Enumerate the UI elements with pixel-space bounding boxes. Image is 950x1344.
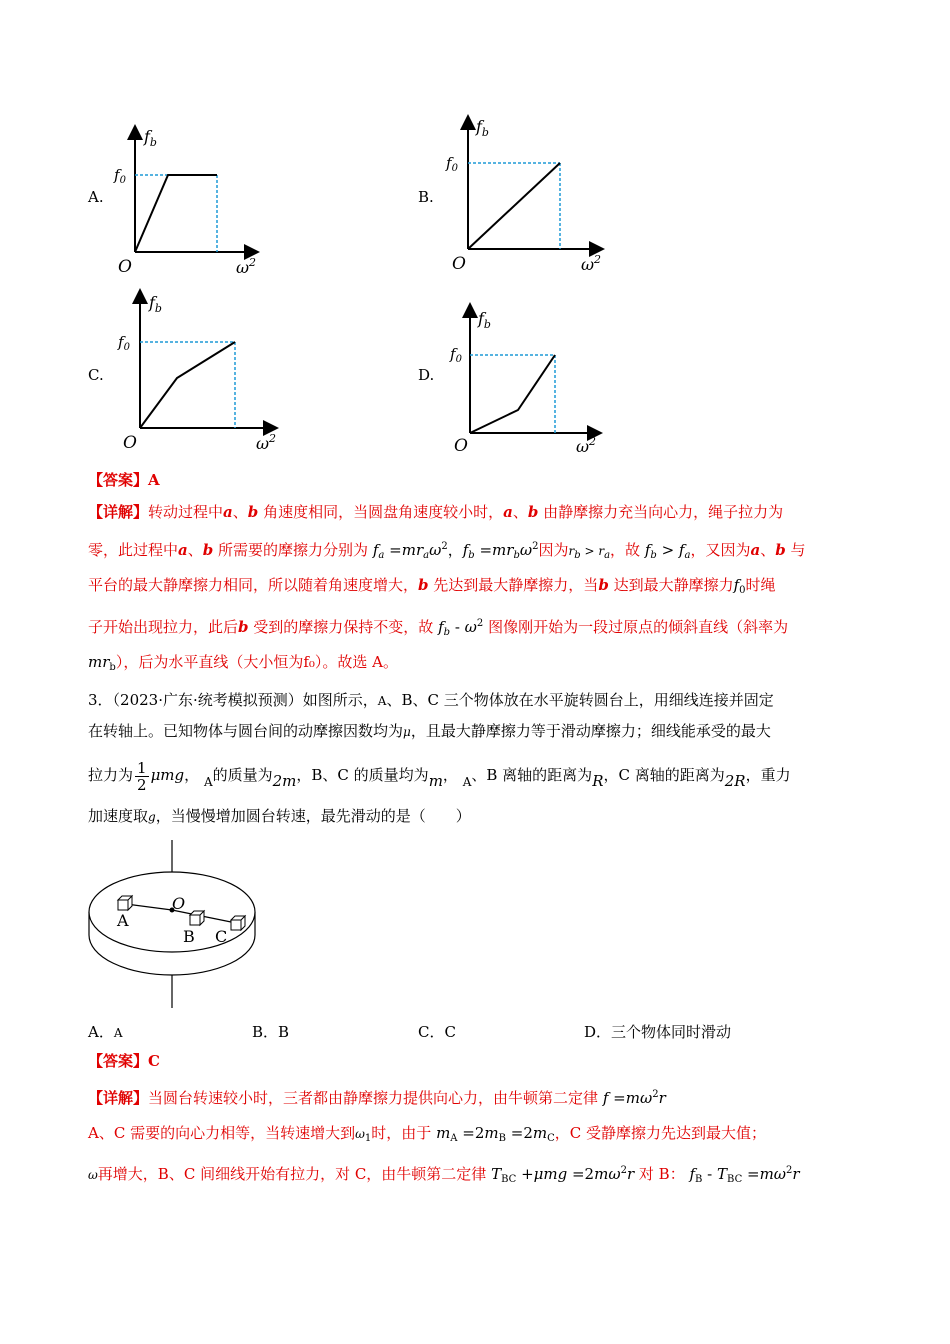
text: ，当慢慢增加圆台转速，最先滑动的是（ ） <box>155 807 471 825</box>
svg-text:fb <box>477 309 491 331</box>
svg-text:ω2 <box>256 432 276 453</box>
detail-tag: 【详解】 <box>88 1089 149 1107</box>
q3-detail-line-1: 【详解】当圆台转速较小时，三者都由静摩擦力提供向心力，由牛顿第二定律 $f =m\omega^2r$ <box>88 1089 666 1107</box>
block-a <box>118 896 132 910</box>
fb-curve <box>468 163 560 249</box>
option-label-b: B. <box>418 188 434 206</box>
text: ， <box>184 766 200 784</box>
origin-label: O <box>123 433 137 453</box>
text: 对 B： <box>638 1165 685 1183</box>
x-label-sup: 2 <box>249 256 257 269</box>
f0-label: f <box>450 345 456 363</box>
y-label-sub: b <box>154 302 162 315</box>
text: （2023·广东·统考模拟预测）如图所示， <box>112 691 378 709</box>
y-label: f <box>476 117 482 136</box>
svg-text:fb <box>475 117 489 139</box>
q3-stem-line-2: 在转轴上。已知物体与圆台间的动摩擦因数均为μ，且最大静摩擦力等于滑动摩擦力；细线能承受的最大 <box>88 722 771 740</box>
svg-text:f0 <box>117 333 131 353</box>
text: ，且最大静摩擦力等于滑动摩擦力；细线能承受的最大 <box>410 722 771 740</box>
option-label-d: D. <box>418 366 435 384</box>
text: ，C 受静摩擦力先达到最大值； <box>554 1124 767 1142</box>
block-b <box>190 911 204 925</box>
y-label: f <box>149 293 155 312</box>
label-o: O <box>172 894 186 913</box>
text: 、B、C 三个物体放在水平旋转圆台上，用细线连接并固定 <box>386 691 774 709</box>
x-label: ω <box>581 255 595 274</box>
q3-option-b[interactable]: B．B <box>252 1023 290 1041</box>
text: ，重力 <box>745 766 791 784</box>
label-a: A <box>117 911 129 930</box>
detail-tag: 【详解】 <box>88 503 149 521</box>
text: 因为 <box>538 541 569 559</box>
text: 与 <box>790 541 806 559</box>
text: 当圆台转速较小时，三者都由静摩擦力提供向心力，由牛顿第二定律 <box>148 1089 599 1107</box>
text: 角速度相同，当圆盘角速度较小时， <box>263 503 504 521</box>
x-label-sup: 2 <box>594 253 602 266</box>
graph-c <box>115 290 285 455</box>
q3-answer-line <box>88 1051 160 1071</box>
q3-detail-line-2: A、C 需要的向心力相等，当转速增大到$\omega_1$时，由于 $m_A =2m_B =2m_C$，C 受静摩擦力先达到最大值； <box>88 1124 767 1144</box>
text: A、C 需要的向心力相等，当转速增大到 <box>88 1124 356 1142</box>
fb-curve <box>140 342 235 428</box>
text: 转动过程中 <box>148 503 224 521</box>
turntable-figure <box>88 838 263 1010</box>
text: 时，由于 <box>371 1124 432 1142</box>
x-label-sup: 2 <box>269 432 277 445</box>
svg-text:ω2 <box>576 435 596 456</box>
text: 、B 离轴的距离为 <box>471 766 593 784</box>
label-c: C <box>215 927 228 946</box>
text: 的质量为 <box>212 766 273 784</box>
f0-label-sub: 0 <box>451 163 458 174</box>
question-number: 3． <box>88 691 113 709</box>
text: 图像刚开始为一段过原点的倾斜直线（斜率为 <box>488 618 789 636</box>
text: ，C 离轴的距离为 <box>603 766 725 784</box>
y-label-sub: b <box>149 136 157 149</box>
q2-detail-line-2: 零，此过程中a、b 所需要的摩擦力分别为 $f_a =mr_a\omega^2$，$f_b =mr_b\omega^2$因为$r_b > r_a$，故 $f_b > f_a$，又因为a、b 与 <box>88 541 806 561</box>
option-a-label: A． <box>88 1023 114 1041</box>
text: ，B、C 的质量均为 <box>296 766 429 784</box>
formula-fa: $f_a =mr_a\omega^2$，$f_b =mr_b\omega^2$ <box>372 541 539 561</box>
svg-text:ω2 <box>236 256 256 277</box>
q2-detail-line-1: 【详解】转动过程中a、b 角速度相同，当圆盘角速度较小时，a、b 由静摩擦力充当向心力，绳子拉力为 <box>88 503 784 521</box>
answer-tag: 【答案】 <box>88 471 149 489</box>
y-label: f <box>478 309 484 328</box>
text: 再增大，B、C 间细线开始有拉力，对 C，由牛顿第二定律 <box>97 1165 487 1183</box>
origin-label: O <box>452 254 466 274</box>
option-label-c: C. <box>88 366 104 384</box>
y-label-sub: b <box>483 318 491 331</box>
symbol-A: A <box>377 694 387 708</box>
svg-text:f0 <box>113 166 127 186</box>
option-a-value: A <box>113 1026 123 1040</box>
f0-label: f <box>114 166 120 184</box>
answer-value: C <box>148 1052 160 1070</box>
y-label: f <box>144 127 150 146</box>
text: 平台的最大静摩擦力相同，所以随着角速度增大， <box>88 576 419 594</box>
text: 所需要的摩擦力分别为 <box>218 541 369 559</box>
text: 受到的摩擦力保持不变，故 <box>253 618 434 636</box>
svg-text:fb <box>143 127 157 149</box>
option-label-a: A. <box>88 188 104 206</box>
label-b: B <box>183 927 195 946</box>
svg-text:fb <box>148 293 162 315</box>
fb-curve <box>470 355 555 433</box>
q2-answer-line <box>88 470 160 490</box>
f0-label: f <box>446 154 452 172</box>
text: 零，此过程中 <box>88 541 179 559</box>
q3-option-d[interactable]: D．三个物体同时滑动 <box>584 1023 732 1041</box>
text: ， <box>442 766 458 784</box>
y-label-sub: b <box>481 126 489 139</box>
fb-curve <box>135 175 217 252</box>
answer-value: A <box>148 471 160 489</box>
text: 由静摩擦力充当向心力，绳子拉力为 <box>543 503 784 521</box>
q3-option-a[interactable] <box>88 1021 123 1042</box>
q3-stem-line-4: 加速度取g，当慢慢增加圆台转速，最先滑动的是（ ） <box>88 807 471 825</box>
text: ，又因为 <box>690 541 751 559</box>
x-label: ω <box>236 258 250 277</box>
text: 加速度取 <box>88 807 149 825</box>
text: ，故 <box>610 541 641 559</box>
q3-detail-line-3: ω再增大，B、C 间细线开始有拉力，对 C，由牛顿第二定律 $T_{BC} +\mu mg =2m\omega^2r$ 对 B： $f_B - T_{BC} =m\omega^2r$ <box>88 1165 800 1185</box>
text: 在转轴上。已知物体与圆台间的动摩擦因数均为 <box>88 722 404 740</box>
x-label: ω <box>576 437 590 456</box>
text: 拉力为 <box>88 766 134 784</box>
text: ），后为水平直线（大小恒为f₀）。故选 A。 <box>115 653 398 671</box>
text: 时绳 <box>745 576 776 594</box>
block-c <box>231 916 245 930</box>
f0-label-sub: 0 <box>455 354 462 365</box>
svg-text:f0 <box>445 154 459 174</box>
svg-text:f0 <box>449 345 463 365</box>
f0-label-sub: 0 <box>119 175 126 186</box>
graph-b <box>443 112 613 277</box>
q3-stem-line-3: 拉力为 $\frac{1}{2}$ μmg， $_A$的质量为2m，B、C 的质量均为m， $_A$、B 离轴的距离为R，C 离轴的距离为2R，重力 <box>88 758 791 794</box>
text: 达到最大静摩擦力 <box>613 576 734 594</box>
q2-detail-line-5: $mr_b$），后为水平直线（大小恒为f₀）。故选 A。 <box>88 653 398 673</box>
graph-a <box>110 120 270 280</box>
q2-detail-line-3: 平台的最大静摩擦力相同，所以随着角速度增大，b 先达到最大静摩擦力，当b 达到最大静摩擦力$f_0$时绳 <box>88 576 776 596</box>
x-label-sup: 2 <box>589 435 597 448</box>
q3-option-c[interactable]: C．C <box>418 1023 456 1041</box>
answer-tag: 【答案】 <box>88 1052 149 1070</box>
q2-detail-line-4: 子开始出现拉力，此后b 受到的摩擦力保持不变，故 $f_b - \omega^2$ 图像刚开始为一段过原点的倾斜直线（斜率为 <box>88 618 789 638</box>
f0-label: f <box>118 333 124 351</box>
origin-label: O <box>454 436 468 456</box>
origin-label: O <box>118 257 132 277</box>
graph-d <box>445 300 610 458</box>
f0-label-sub: 0 <box>123 342 130 353</box>
text: 子开始出现拉力，此后 <box>88 618 239 636</box>
text: 先达到最大静摩擦力，当 <box>433 576 599 594</box>
q3-stem-line-1 <box>88 690 774 711</box>
x-label: ω <box>256 434 270 453</box>
svg-text:ω2 <box>581 253 601 274</box>
